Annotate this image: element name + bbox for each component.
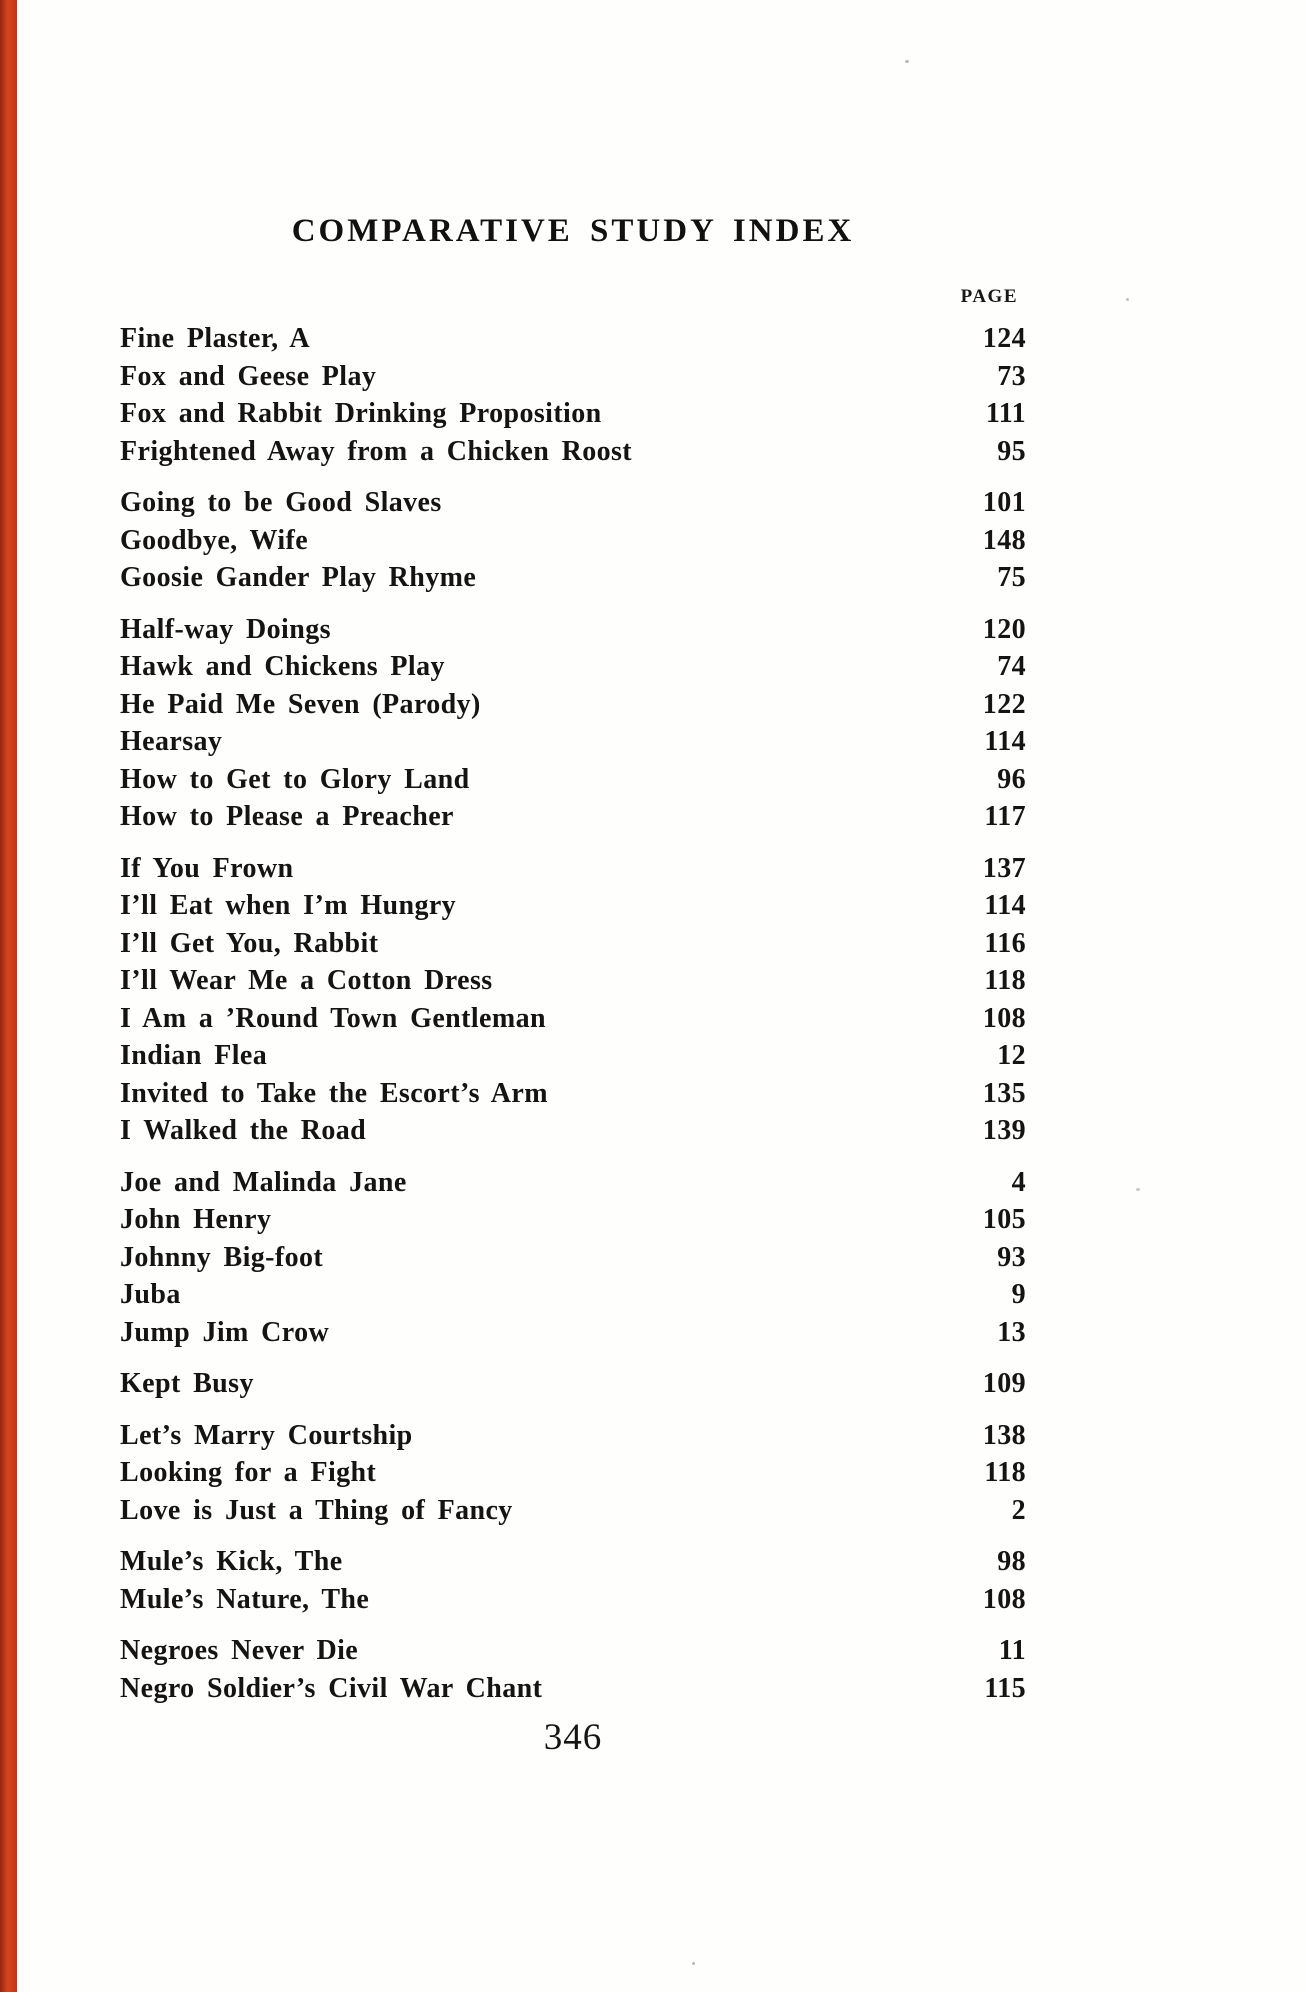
entry-page-number: 2 — [1011, 1494, 1026, 1526]
index-entry-row — [120, 1164, 1026, 1202]
entry-title: Fox and Geese Play — [120, 360, 377, 392]
index-group — [120, 850, 1026, 1150]
entry-page-number: 93 — [997, 1241, 1026, 1273]
entry-page-number: 96 — [997, 763, 1026, 795]
entry-title: Mule’s Nature, The — [120, 1583, 370, 1615]
index-group — [120, 1632, 1026, 1707]
index-entry-row — [120, 1000, 1026, 1038]
entry-title: Joe and Malinda Jane — [120, 1166, 407, 1198]
index-entry-row — [120, 1276, 1026, 1314]
entry-page-number: 9 — [1011, 1279, 1026, 1310]
entry-page-number: 13 — [997, 1316, 1026, 1348]
page-column-header: PAGE — [960, 286, 1018, 307]
entry-title: I’ll Eat when I’m Hungry — [120, 890, 457, 921]
index-entry-row — [120, 798, 1026, 836]
index-entry-row — [120, 1492, 1026, 1530]
entry-title: Mule’s Kick, The — [120, 1546, 343, 1577]
entry-title: Let’s Marry Courtship — [120, 1419, 413, 1451]
index-entry-row — [120, 1112, 1026, 1150]
index-entry-row — [120, 925, 1026, 963]
entry-title: Looking for a Fight — [120, 1457, 377, 1488]
entry-page-number: 118 — [984, 1457, 1026, 1488]
entry-page-number: 74 — [997, 651, 1026, 682]
index-entry-row — [120, 1632, 1026, 1670]
entry-page-number: 138 — [982, 1419, 1026, 1451]
entry-page-number: 139 — [982, 1115, 1026, 1146]
index-entry-row — [120, 1239, 1026, 1277]
entry-page-number: 135 — [982, 1077, 1026, 1109]
scan-speck — [692, 1962, 695, 1965]
folio-page-number: 346 — [543, 1717, 603, 1758]
index-group — [120, 1417, 1026, 1530]
index-entry-row — [120, 320, 1026, 358]
entry-page-number: 73 — [997, 360, 1026, 392]
index-group — [120, 1164, 1026, 1352]
index-list — [120, 320, 1026, 1707]
entry-title: I Am a ’Round Town Gentleman — [120, 1002, 546, 1034]
index-entry-row — [120, 358, 1026, 396]
entry-title: Frightened Away from a Chicken Roost — [120, 435, 633, 467]
entry-page-number: 105 — [982, 1204, 1026, 1235]
entry-page-number: 75 — [997, 562, 1026, 593]
entry-title: Half-way Doings — [120, 613, 331, 645]
entry-title: Goosie Gander Play Rhyme — [120, 562, 477, 593]
index-entry-row — [120, 611, 1026, 649]
index-entry-row — [120, 559, 1026, 597]
book-spine-edge — [0, 0, 17, 1992]
index-group — [120, 1543, 1026, 1618]
entry-page-number: 148 — [982, 524, 1026, 556]
entry-page-number: 95 — [997, 435, 1026, 467]
index-entry-row — [120, 484, 1026, 522]
entry-title: Hawk and Chickens Play — [120, 651, 445, 682]
entry-page-number: 98 — [997, 1546, 1026, 1577]
entry-title: How to Get to Glory Land — [120, 763, 470, 795]
entry-title: He Paid Me Seven (Parody) — [120, 688, 481, 720]
index-entry-row — [120, 1581, 1026, 1619]
index-entry-row — [120, 962, 1026, 1000]
entry-title: Invited to Take the Escort’s Arm — [120, 1077, 548, 1109]
index-entry-row — [120, 1543, 1026, 1581]
entry-page-number: 12 — [997, 1040, 1026, 1071]
index-entry-row — [120, 1314, 1026, 1352]
entry-title: Indian Flea — [120, 1040, 268, 1071]
entry-page-number: 116 — [984, 927, 1026, 959]
entry-page-number: 137 — [982, 852, 1026, 884]
index-group — [120, 611, 1026, 836]
entry-title: I’ll Get You, Rabbit — [120, 927, 379, 959]
entry-page-number: 124 — [982, 323, 1026, 354]
entry-page-number: 4 — [1011, 1166, 1026, 1198]
entry-page-number: 101 — [982, 487, 1026, 518]
entry-page-number: 115 — [984, 1672, 1026, 1704]
entry-page-number: 11 — [998, 1635, 1026, 1666]
index-entry-row — [120, 1417, 1026, 1455]
index-entry-row — [120, 522, 1026, 560]
index-entry-row — [120, 1670, 1026, 1708]
entry-title: Fine Plaster, A — [120, 323, 310, 354]
page-title: COMPARATIVE STUDY INDEX — [291, 213, 855, 249]
entry-title: Going to be Good Slaves — [120, 487, 442, 518]
entry-title: If You Frown — [120, 852, 294, 884]
entry-page-number: 114 — [984, 890, 1026, 921]
entry-title: John Henry — [120, 1204, 272, 1235]
entry-title: Juba — [120, 1279, 181, 1310]
entry-page-number: 111 — [985, 398, 1026, 429]
index-entry-row — [120, 850, 1026, 888]
index-entry-row — [120, 887, 1026, 925]
entry-title: Hearsay — [120, 726, 223, 757]
entry-page-number: 122 — [982, 688, 1026, 720]
index-entry-row — [120, 761, 1026, 799]
index-entry-row — [120, 1454, 1026, 1492]
index-entry-row — [120, 1037, 1026, 1075]
entry-title: Goodbye, Wife — [120, 524, 309, 556]
entry-page-number: 117 — [984, 801, 1026, 832]
index-group — [120, 1365, 1026, 1403]
entry-page-number: 120 — [982, 613, 1026, 645]
index-entry-row — [120, 723, 1026, 761]
index-entry-row — [120, 395, 1026, 433]
entry-title: Jump Jim Crow — [120, 1316, 330, 1348]
entry-title: I’ll Wear Me a Cotton Dress — [120, 965, 493, 996]
scan-speck — [1126, 298, 1129, 301]
entry-page-number: 109 — [982, 1368, 1026, 1399]
entry-title: Kept Busy — [120, 1368, 254, 1399]
entry-page-number: 114 — [984, 726, 1026, 757]
index-entry-row — [120, 1365, 1026, 1403]
entry-page-number: 118 — [984, 965, 1026, 996]
entry-title: Johnny Big-foot — [120, 1241, 324, 1273]
entry-page-number: 108 — [982, 1002, 1026, 1034]
entry-title: Negroes Never Die — [120, 1635, 359, 1666]
scan-speck — [1136, 1188, 1140, 1191]
page-content — [120, 0, 1026, 1759]
entry-title: How to Please a Preacher — [120, 801, 454, 832]
index-entry-row — [120, 1201, 1026, 1239]
index-group — [120, 320, 1026, 470]
entry-title: Love is Just a Thing of Fancy — [120, 1494, 513, 1526]
index-entry-row — [120, 1075, 1026, 1113]
index-entry-row — [120, 648, 1026, 686]
index-entry-row — [120, 433, 1026, 471]
index-group — [120, 484, 1026, 597]
entry-page-number: 108 — [982, 1583, 1026, 1615]
entry-title: Negro Soldier’s Civil War Chant — [120, 1672, 543, 1704]
entry-title: Fox and Rabbit Drinking Proposition — [120, 398, 602, 429]
entry-title: I Walked the Road — [120, 1115, 367, 1146]
index-entry-row — [120, 686, 1026, 724]
